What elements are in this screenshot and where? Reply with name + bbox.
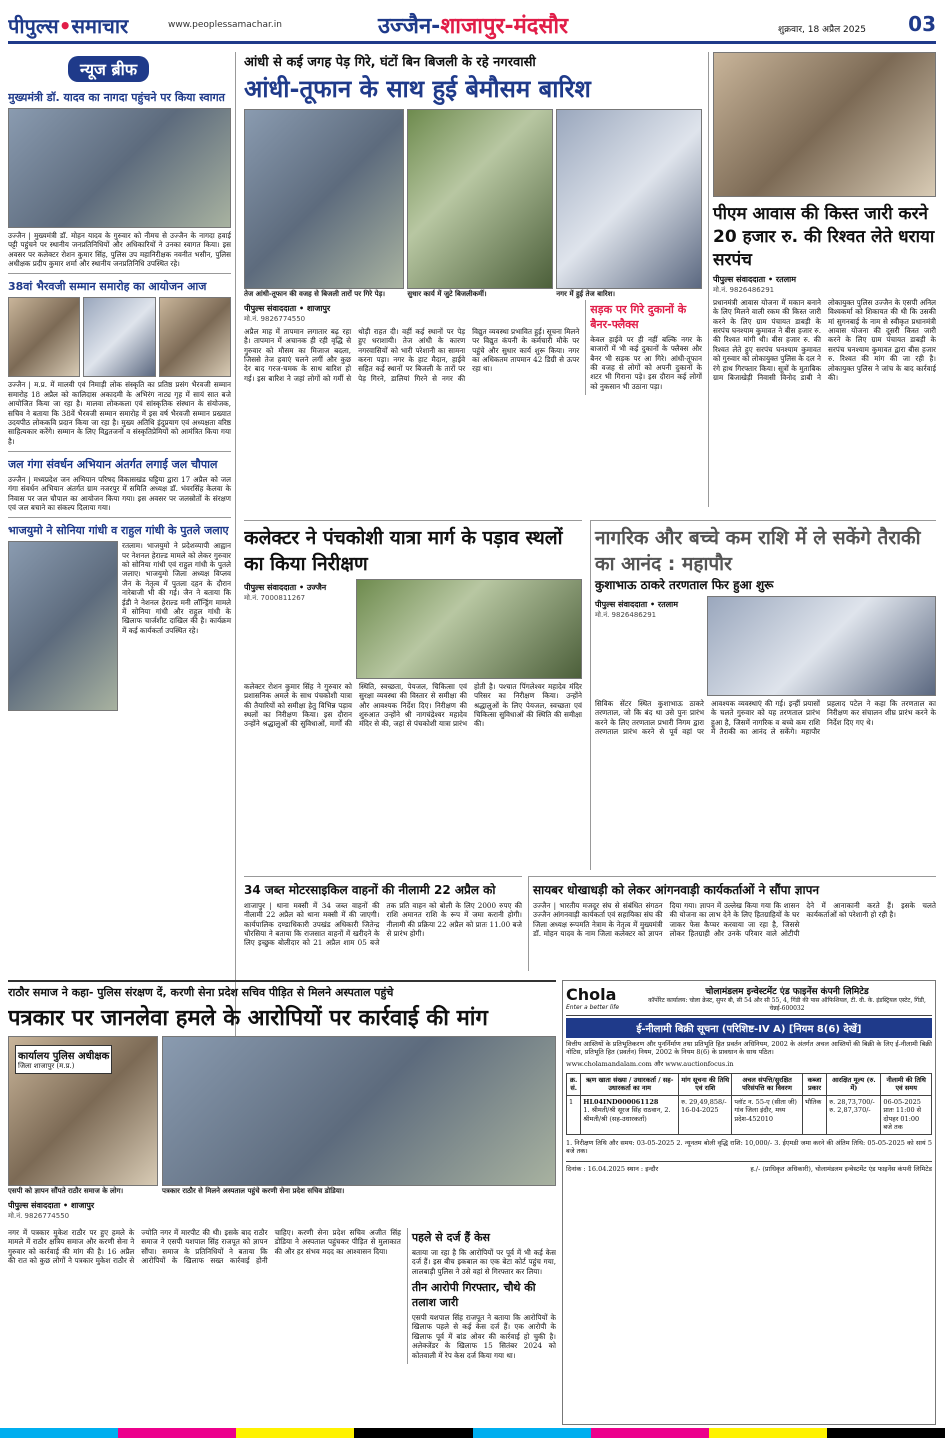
- section-title-b: शाजापुर-मंदसौर: [440, 14, 569, 39]
- brief-3-headline: जल गंगा संवर्धन अभियान अंतर्गत लगाई जल चौपाल: [8, 457, 218, 471]
- loan-number: HL04IND000061128: [583, 1097, 659, 1106]
- table-row: [567, 1095, 932, 1134]
- office-sign-sub: जिला शाजापुर (म.प्र.): [18, 1062, 75, 1070]
- arrest-headline: तीन आरोपी गिरफ्तार, चौथे की तलाश जारी: [411, 1281, 536, 1310]
- col-property: अचल संपत्ति/सुरक्षित परिसंपत्ति का विवरण: [732, 1073, 802, 1095]
- logo-text-b: समाचार: [71, 14, 129, 38]
- website-url: www.peoplessamachar.in: [168, 20, 282, 30]
- auction-story: [244, 876, 522, 971]
- brief-3-text: उज्जैन | मध्यप्रदेश जन अभियान परिषद विकासखंड घट्टिया द्वारा 17 अप्रैल को जल गंगा संवर्धन अभियान अंतर्गत ग्राम नजरपुर में समिति अध्यक्ष डॉ. भंवरसिंह केलवा के निवास पर जल चौपाल का आयोजन किया गया। इस अवसर पर जलस्रोतों के संरक्षण एवं जल बचाने का संकल्प दिलाया गया।: [8, 474, 231, 513]
- collector-body: कलेक्टर रोशन कुमार सिंह ने गुरुवार को प्रशासनिक अमले के साथ पंचकोशी यात्रा की तैयारियों को समीक्षा हेतु विभिन्न पड़ाव स्थलों का निरीक्षण किया। इस दौरान उन्होंने श्रद्धालुओं की सुविधाओं, मार्गों की स्थिति, स्वच्छता, पेयजल, चिकित्सा एवं सुरक्षा व्यवस्था की विस्तार से समीक्षा की और आवश्यक निर्देश दिए। निरीक्षण की शुरुआत उन्होंने श्री नागचंद्रेश्वर महादेव मंदिर से की, जहां से पंचकोशी यात्रा प्रारंभ होती है। पश्चात पिंगलेश्वर महादेव मंदिर परिसर का निरीक्षण किया। उन्होंने श्रद्धालुओं के लिए पेयजल, स्वच्छता एवं चिकित्सा सुविधाओं की स्थिति की समीक्षा की।: [244, 682, 582, 729]
- color-registration-bar: [0, 1428, 945, 1438]
- cell-sno: 1: [567, 1095, 581, 1134]
- brief-2-text: उज्जैन | म.प्र. में मालवी एवं निमाड़ी लोक संस्कृति का प्रतिष्ठ प्रसंग भैरवजी सम्मान समारोह 18 अप्रैल को कालिदास अकादमी के अभिरंग नाट्य गृह में सायं सात बजे आयोजित किया जा रहा है। मालवा लोककला एवं सांस्कृतिक संस्थान के संयोजक, सचिव ने बताया कि 38वें भैरवजी सम्मान समारोह में इस वर्ष भैरवजी सम्मान प्रख्यात उदयपीठ लोककवि प्रदान किया जा रहा है। मुख्य अतिथि इंदुप्रयाग एवं अध्यक्षता वरिष्ठ साहित्यकार करेंगे। सम्मान के लिए विद्वतजनों व संस्कृतिप्रेमियों को आमंत्रित किया गया है।: [8, 380, 231, 446]
- col-possession: कब्जा प्रकार: [802, 1073, 826, 1095]
- cell-property: प्लॉट न. 55-ए (सीता जी) गांव जिला इंदौर, मध्य प्रदेश-452010: [732, 1095, 802, 1134]
- divider: [8, 517, 231, 518]
- chola-tagline: Enter a better life: [566, 1004, 620, 1012]
- rathore-side-headline: पहले से दर्ज हैं केस: [411, 1231, 490, 1244]
- storm-photo-1: [244, 109, 404, 289]
- cell-loan: [581, 1095, 679, 1134]
- rathore-photo-2: [162, 1036, 556, 1186]
- brief-1-photo: [8, 108, 231, 228]
- section-title-a: उज्जैन-: [378, 14, 441, 39]
- col-reserve: आरक्षित मूल्य (रु. में): [827, 1073, 881, 1095]
- swim-body: सिविक सेंटर स्थित कुशाभाऊ ठाकरे तरणताल, जो कि बंद था उसे पुनः प्रारंभ करने के लिए तरणताल प्रभारी निगम द्वारा तरणताल प्रारंभ करने से पूर्व वहां पर आवश्यक व्यवस्थाएं की गई। इन्हीं प्रयासों के चलते गुरुवार को यह तरणताल प्रारंभ हुआ है, जिसमें नागरिक व बच्चे कम राशि में तैराकी का आनंद ले सकेंगे। महापौर प्रहलाद पटेल ने कहा कि तरणताल का निरीक्षण कर संचालन शीघ्र प्रारंभ करने के निर्देश दिए गए थे।: [595, 699, 936, 737]
- brief-1-text: उज्जैन | मुख्यमंत्री डॉ. मोहन यादव के गुरुवार को नीमच से उज्जैन के नागदा हवाई पट्टी पहुंचने पर स्थानीय जनप्रतिनिधियों और अधिकारियों ने उनका स्वागत किया। इस अवसर पर कलेक्टर रोशन कुमार सिंह, पुलिस उप महानिरीक्षक नवनीत भसीन, पुलिस अधीक्षक प्रदीप कुमार शर्मा और स्थानीय जनप्रतिनिधि उपस्थित रहे।: [8, 231, 231, 269]
- notice-title: ई-नीलामी बिक्री सूचना (परिशिष्ट-IV A) [नियम 8(6) देखें]: [566, 1018, 932, 1038]
- chola-company: चोलामंडलम इन्वेस्टमेंट एंड फाइनेंस कंपनी लिमिटेड: [705, 987, 869, 997]
- col-loan: ऋण खाता संख्या / उधारकर्ता / सह-उधारकर्ता का नाम: [581, 1073, 679, 1095]
- brief-4-headline: भाजयुमो ने सोनिया गांधी व राहुल गांधी के पुतले जलाए: [8, 524, 229, 538]
- borrower-names: 1. श्रीमती/श्री सूरज सिंह राठवान, 2. श्रीमती/श्री (सह-उधारकर्ता): [583, 1106, 671, 1123]
- collector-headline: कलेक्टर ने पंचकोशी यात्रा मार्ग के पड़ाव स्थलों का किया निरीक्षण: [244, 527, 563, 575]
- cyber-body: उज्जैन | भारतीय मजदूर संघ से संबंधित संगठन उज्जैन आंगनवाड़ी कार्यकर्ता एवं सहायिका संघ की जिला अध्यक्ष रूपमति नेत्राम के नेतृत्व में मुख्यमंत्री डॉ. मोहन यादव के नाम जिला कलेक्टर को ज्ञापन दिया गया। ज्ञापन में उल्लेख किया गया कि शासन की योजना का लाभ देने के लिए हितग्राहियों के घर जाकर फेस कैप्चर करवाया जा रहा है, जिससे लोकर हितग्राही और उनके परिवार वाले ओटीपी देने में आनाकानी करते हैं। इसके चलते कार्यकर्ताओं को परेशानी हो रही है।: [533, 901, 936, 939]
- storm-caption-1: तेज आंधी-तूफान की वजह से बिजली तारों पर गिरे पेड़।: [244, 290, 385, 298]
- pm-awas-mobile: मो.नं. 9826486291: [713, 286, 775, 294]
- notice-signature: ह./- (प्राधिकृत अधिकारी), चोलामंडलम इन्वेस्टमेंट एंड फाइनेंस कंपनी लिमिटेड: [750, 1165, 932, 1174]
- col-demand: मांग सूचना की तिथि एवं राशि: [679, 1073, 732, 1095]
- rathore-mobile: मो.नं. 9826774550: [8, 1212, 70, 1220]
- brief-2-photos: [8, 297, 231, 377]
- storm-photo-2: [407, 109, 553, 289]
- rathore-body: नगर में पत्रकार मुकेश राठौर पर हुए हमले के मामले में राठौर क्षत्रिय समाज और करणी सेना ने गुरुवार को कार्रवाई की मांग की है। 16 अप्रैल की रात को कुछ लोगों ने पत्रकार मुकेश राठौर से ज्योति नगर में मारपीट की थी। इसके बाद राठौर समाज ने एसपी यशपाल सिंह राजपूत को ज्ञापन सौंपा। समाज के प्रतिनिधियों ने बताया कि आरोपियों के खिलाफ सख्त कार्रवाई होनी चाहिए। करणी सेना प्रदेश सचिव अजीत सिंह डोडिया ने अस्पताल पहुंचकर पीड़ित से मुलाकात की और हर संभव मदद का आश्वासन दिया।: [8, 1228, 401, 1266]
- issue-date: शुक्रवार, 18 अप्रैल 2025: [778, 25, 866, 35]
- cyber-headline: सायबर धोखाधड़ी को लेकर आंगनवाड़ी कार्यकर्ताओं ने सौंपा ज्ञापन: [533, 883, 820, 897]
- rathore-kicker: राठौर समाज ने कहा- पुलिस संरक्षण दें, करणी सेना प्रदेश सचिव पीड़ित से मिलने अस्पताल पहुंचे: [8, 986, 394, 999]
- logo-text-a: पीपुल्स: [8, 14, 59, 38]
- storm-side-headline: सड़क पर गिरे दुकानों के बैनर-फ्लैक्स: [590, 303, 687, 331]
- auction-headline: 34 जब्त मोटरसाइकिल वाहनों की नीलामी 22 अप्रैल को: [244, 883, 496, 897]
- masthead: [8, 10, 936, 44]
- auction-body: शाजापुर | थाना मक्सी में 34 जब्त वाहनों की नीलामी 22 अप्रैल को थाना मक्सी में की जाएगी। कार्यपालिक दण्डाधिकारी उपखंड अधिकारी जितेन्द्र चौरसिया ने बताया कि राजसात वाहनों में खरीदने के लिए इच्छुक बोलीदार को 21 अप्रैल शाम 05 बजे तक प्रति वाहन को बोली के लिए 2000 रुपए की राशि अमानत राशि के रूप में जमा करानी होगी। नीलामी की प्रक्रिया 22 अप्रैल को प्रातः 11.00 बजे से प्रारंभ होगी।: [244, 901, 522, 948]
- cell-demand: रु. 29,49,858/- 16-04-2025: [679, 1095, 732, 1134]
- rathore-caption-1: एसपी को ज्ञापन सौंपते राठौर समाज के लोग।: [8, 1187, 124, 1195]
- office-sign-text: कार्यालय पुलिस अधीक्षक: [18, 1051, 110, 1062]
- logo-dot: •: [58, 14, 72, 38]
- divider: [8, 451, 231, 452]
- notice-intro: वित्तीय आस्तियों के प्रतिभूतिकरण और पुनर्निर्माण तथा प्रतिभूति हित प्रवर्तन अधिनियम, 2002 के अंतर्गत अचल आस्तियों की बिक्री के लिए ई-नीलामी बिक्री नोटिस, प्रतिभूति हित (प्रवर्तन) नियम, 2002 के नियम 8(6) के प्रावधान के साथ पठित।: [566, 1039, 932, 1057]
- pm-awas-headline: पीएम आवास की किस्त जारी करने 20 हजार रु. की रिश्वत लेते धराया सरपंच: [713, 204, 935, 270]
- office-sign: [15, 1045, 112, 1074]
- swim-mobile: मो.नं. 9826486291: [595, 611, 657, 619]
- col-sno: क्र. सं.: [567, 1073, 581, 1095]
- divider: [8, 273, 231, 274]
- collector-mobile: मो.नं. 7000811267: [244, 594, 306, 602]
- rathore-caption-2: पत्रकार राठौर से मिलने अस्पताल पहुंचे करणी सेना प्रदेश सचिव डोडिया।: [162, 1187, 345, 1195]
- brief-4-photo: [8, 541, 118, 711]
- news-brief-label: न्यूज ब्रीफ: [68, 56, 149, 82]
- notice-website: www.cholamandalam.com और www.auctionfocus.in: [566, 1060, 734, 1069]
- storm-caption-3: नगर में हुई तेज बारिश।: [556, 290, 616, 298]
- section-title: [378, 10, 568, 40]
- collector-story: [244, 520, 582, 870]
- arrest-text: एसपी यशपाल सिंह राजपूत ने बताया कि आरोपियों के खिलाफ पहले से कई केस दर्ज हैं। एक आरोपी के खिलाफ पूर्व में बांड ओवर की कार्रवाई हो चुकी है। अलेक्जेंडर के खिलाफ 15 सितंबर 2024 को कोतवाली में रेप केस दर्ज किया गया था।: [411, 1313, 556, 1360]
- storm-body: अप्रैल माह में तापमान लगातार बढ़ रहा है। तापमान में अचानक ही रही वृद्धि से गुरुवार को मौसम का मिजाज बदला, जिससे तेज हवाएं चलने लगीं और कुछ देर बाद गरज-चमक के साथ बारिश हो गई। इस बारिश ने जहां लोगों को गर्मी से थोड़ी राहत दी। वहीं कई स्थानों पर पेड़ हुए धराशायी। तेज आंधी के कारण नगरवासियों को भारी परेशानी का सामना करना पड़ा। नगर के हाट मैदान, हाईवे सहित कई स्थानों पर बिजली के तारों पर पेड़ गिरने, डालियां गिरने से नगर की विद्युत व्यवस्था प्रभावित हुई। सूचना मिलने पर विद्युत कंपनी के कर्मचारी मौके पर पहुंचे और सुधार कार्य शुरू किया। नगर का अधिकतम तापमान 42 डिग्री से ऊपर रहा था।: [244, 327, 580, 383]
- notice-footer: दिनांक : 16.04.2025 स्थान : इन्दौर: [566, 1165, 659, 1174]
- pm-awas-byline: पीपुल्स संवाददाता • रतलाम: [713, 275, 796, 284]
- rathore-story: [8, 980, 556, 1425]
- swim-story: [590, 520, 936, 870]
- swim-byline: पीपुल्स संवाददाता • रतलाम: [595, 600, 678, 609]
- cell-reserve: रु. 28,73,700/- रु. 2,87,370/-: [827, 1095, 881, 1134]
- collector-photo: [356, 579, 582, 679]
- storm-caption-2: सुधार कार्य में जुटे बिजलीकर्मी।: [407, 290, 487, 298]
- chola-notice: [562, 980, 936, 1425]
- notice-table: [566, 1073, 932, 1135]
- pm-awas-story: [708, 52, 936, 507]
- brief-2-headline: 38वां भैरवजी सम्मान समारोह का आयोजन आज: [8, 280, 207, 294]
- storm-headline: आंधी-तूफान के साथ हुई बेमौसम बारिश: [244, 75, 591, 103]
- swim-subheadline: कुशाभाऊ ठाकरे तरणताल फिर हुआ शुरू: [595, 578, 774, 592]
- storm-story: [244, 52, 702, 507]
- page-number: 03: [908, 12, 936, 36]
- chola-logo: [566, 985, 636, 1011]
- storm-byline: पीपुल्स संवाददाता • शाजापुर: [244, 304, 331, 313]
- storm-photo-3: [556, 109, 702, 289]
- portrait-photo-2: [83, 297, 155, 377]
- col-date: नीलामी की तिथि एवं समय: [881, 1073, 932, 1095]
- notice-notes: 1. निरीक्षण तिथि और समय: 03-05-2025 2. न्यूनतम बोली वृद्धि राशि: 10,000/- 3. ईएमडी जमा करने की अंतिम तिथि: 05-05-2025 को सायं 5 बजे तक।: [566, 1138, 932, 1155]
- brief-4-text: रतलाम। भाजयुमो ने प्रदेशव्यापी आह्वान पर नेशनल हेराल्ड मामले को लेकर गुरुवार को सोनिया गांधी एवं राहुल गांधी के पुतले जलाए। भाजयुमो जिला अध्यक्ष विप्लव जैन के नेतृत्व में पुतला दहन के दौरान नारेबाजी भी की गई। जैन ने बताया कि ईडी ने नेशनल हेराल्ड मनी लॉन्ड्रिंग मामले में सोनिया गांधी और राहुल गांधी के खिलाफ चार्जशीट दाखिल की है। कार्यक्रम में कई कार्यकर्ता उपस्थित रहे।: [122, 541, 231, 635]
- newspaper-logo: [8, 12, 128, 39]
- cell-possession: भौतिक: [802, 1095, 826, 1134]
- portrait-photo-1: [8, 297, 80, 377]
- pm-awas-body: प्रधानमंत्री आवास योजना में मकान बनाने के लिए मिलने वाली रकम की किस्त जारी करने के लिए ग्राम पंचायत डाबड़ी के सरपंच घनश्याम कुमावत ने बीस हजार रु. की रिश्वत मांगी थी। बीस हजार रु. की रिश्वत लेते हुए सरपंच घनश्याम कुमावत को गुरुवार को लोकायुक्त पुलिस के दल ने रंगे हाथ गिरफ्तार किया। सूत्रों के मुताबिक ग्राम बिजाखेड़ी निवासी विनोद डाबी ने लोकायुक्त पुलिस उज्जैन के एसपी अनिल विश्वकर्मा को शिकायत की थी कि उसकी मां सुगनबाई के नाम से स्वीकृत प्रधानमंत्री आवास योजना की दूसरी किस्त जारी करने के लिए ग्राम पंचायत डाबड़ी के सरपंच घनश्याम कुमावत द्वारा बीस हजार रु. रिश्वत की मांग की जा रही है। लोकायुक्त पुलिस ने जांच के बाद कार्रवाई की।: [713, 298, 936, 382]
- storm-mobile: मो.नं. 9826774550: [244, 315, 306, 323]
- rathore-byline: पीपुल्स संवाददाता • शाजापुर: [8, 1201, 95, 1210]
- rathore-photo-1: [8, 1036, 158, 1186]
- storm-side-text: केवल हाईवे पर ही नहीं बल्कि नगर के बाजारों में भी कई दुकानों के फ्लैक्स और बैनर भी सड़क पर आ गिरे। आंधी-तूफान की वजह से लोगों को अपनी दुकानों के शटर भी गिराना पड़े। इस दौरान कई लोगों को नुकसान भी उठाना पड़ा।: [590, 335, 702, 391]
- cell-date: 06-05-2025 प्रातः 11:00 से दोपहर 01:00 बजे तक: [881, 1095, 932, 1134]
- chola-brand: Chola: [566, 985, 617, 1005]
- pm-awas-photo: [713, 52, 936, 197]
- brief-1-headline: मुख्यमंत्री डॉ. यादव का नागदा पहुंचने पर किया स्वागत: [8, 91, 225, 104]
- swim-headline: नागरिक और बच्चे कम राशि में ले सकेंगे तैराकी का आनंद : महापौर: [595, 527, 921, 575]
- rathore-headline: पत्रकार पर जानलेवा हमले के आरोपियों पर कार्रवाई की मांग: [8, 1006, 488, 1031]
- portrait-photo-3: [159, 297, 231, 377]
- storm-kicker: आंधी से कई जगह पेड़ गिरे, घंटों बिन बिजली के रहे नगरवासी: [244, 55, 536, 70]
- swim-photo: [707, 596, 936, 696]
- rathore-side-text: बताया जा रहा है कि आरोपियों पर पूर्व में भी कई केस दर्ज हैं। इस बीच इकबाल का एक बेटा कोर्ट पहुंच गया, लालबाड़ी पुलिस ने उसे वहां से गिरफ्तार कर लिया।: [411, 1248, 556, 1276]
- collector-byline: पीपुल्स संवाददाता • उज्जैन: [244, 583, 327, 592]
- chola-address: कॉर्पोरेट कार्यालय: चोला क्रेस्ट, सुपर बी, सी 54 और सी 55, 4, गिंडी की पास ऑफिशियल, टी. वी. के. इंडस्ट्रियल एस्टेट, गिंडी, चेन्नई-600032: [648, 997, 926, 1012]
- cyber-story: [528, 876, 936, 971]
- news-brief-column: [8, 52, 236, 1102]
